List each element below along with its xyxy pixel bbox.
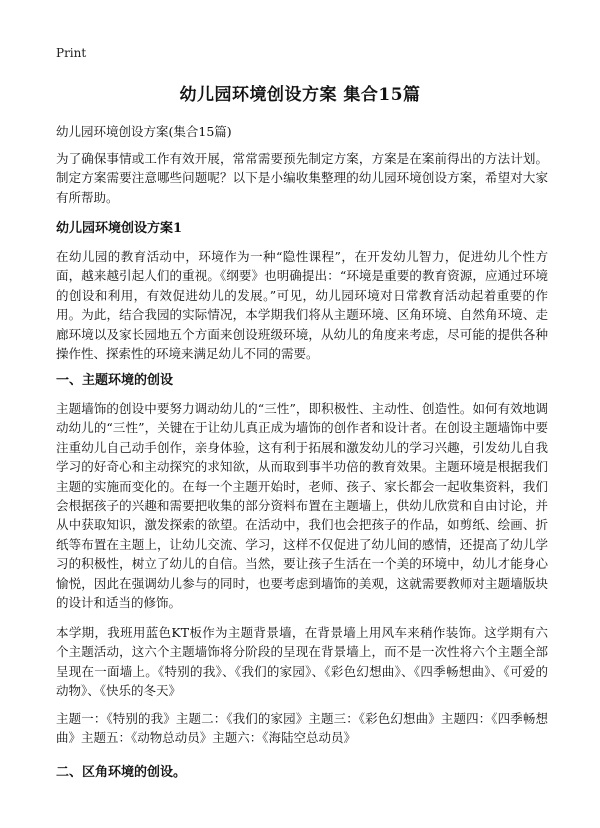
plan-heading: 幼儿园环境创设方案1 xyxy=(56,221,183,236)
document-subtitle: 幼儿园环境创设方案(集合15篇) xyxy=(56,124,232,139)
page-title: 幼儿园环境创设方案 集合15篇 xyxy=(179,85,421,105)
body-paragraph-1: 在幼儿园的教育活动中，环境作为一种“隐性课程”，在开发幼儿智力，促进幼儿个性方面，越来越引起人们的重视。《纲要》也明确提出：“环境是重要的教育资源，应通过环境的创设和利用，有效促进幼儿的发展。”可见，幼儿园环境对日常教育活动起着重要的作用。为此，结合我园的实际情况，本学期我们将从主题环境、区角环境、自然角环境、走廊环境以及家长园地五个方面来创设班级环境，从幼儿的角度来考虑，尽可能的提供各种操作性、探索性的环境来满足幼儿不同的需要。 xyxy=(56,249,548,362)
body-paragraph-4: 主题一：《特别的我》主题二：《我们的家园》主题三：《彩色幻想曲》主题四：《四季畅想曲》主题五：《动物总动员》主题六：《海陆空总动员》 xyxy=(56,711,548,746)
print-link[interactable]: Print xyxy=(56,46,87,60)
intro-paragraph: 为了确保事情或工作有效开展，常常需要预先制定方案，方案是在案前得出的方法计划。制定方案需要注意哪些问题呢？以下是小编收集整理的幼儿园环境创设方案，希望对大家有所帮助。 xyxy=(56,151,548,205)
body-paragraph-2: 主题墙饰的创设中要努力调动幼儿的“三性”，即积极性、主动性、创造性。如何有效地调动幼儿的“三性”，关键在于让幼儿真正成为墙饰的创作者和设计者。在创设主题墙饰中要注重幼儿自己动手创作，亲身体验，这有利于拓展和激发幼儿的学习兴趣，引发幼儿自我学习的好奇心和主动探究的求知欲，从而取到事半功倍的教育效果。主题环境是根据我们主题的实施而变化的。在每一个主题开始时，老师、孩子、家长都会一起收集资料，我们会根据孩子的兴趣和需要把收集的部分资料布置在主题墙上，供幼儿欣赏和自由讨论，并从中获取知识，激发探索的欲望。在活动中，我们也会把孩子的作品，如剪纸、绘画、折纸等布置在主题上，让幼儿交流、学习，这样不仅促进了幼儿间的感情，还提高了幼儿学习的积极性，树立了幼儿的自信。当然，要让孩子生活在一个美的环境中，幼儿才能身心愉悦，因此在强调幼儿参与的同时，也要考虑到墙饰的美观，这就需要教师对主题墙版块的设计和适当的修饰。 xyxy=(56,401,548,611)
section-heading-2: 二、区角环境的创设。 xyxy=(56,765,187,780)
section-heading-1: 一、主题环境的创设 xyxy=(56,373,174,388)
body-paragraph-3: 本学期，我班用蓝色KT板作为主题背景墙，在背景墙上用风车来稍作装饰。这学期有六个主题活动，这六个主题墙饰将分阶段的呈现在背景墙上，而不是一次性将六个主题全部呈现在一面墙上。《特别的我》、《我们的家园》、《彩色幻想曲》、《四季畅想曲》、《可爱的动物》、《快乐的冬天》 xyxy=(56,625,548,699)
